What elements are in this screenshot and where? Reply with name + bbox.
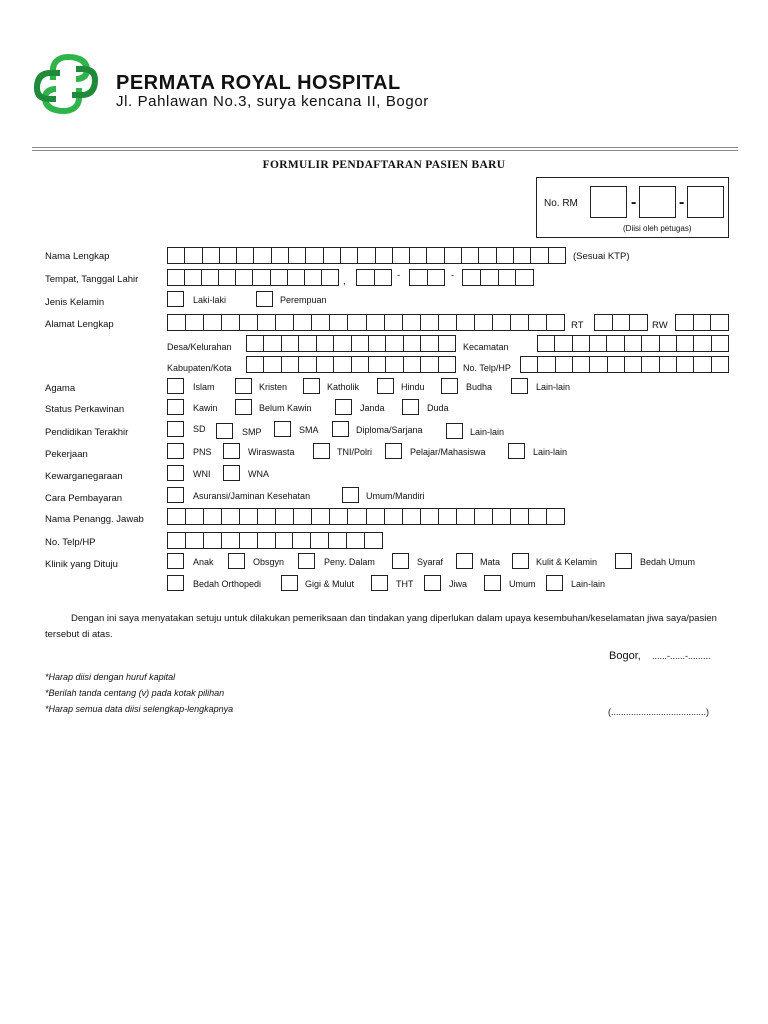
letter-cell[interactable] — [258, 315, 276, 330]
rm-input-3[interactable] — [687, 186, 724, 218]
tempat-lahir-input[interactable] — [167, 269, 339, 286]
penanggung-jawab-label: Nama Penangg. Jawab — [45, 514, 144, 525]
desa-label: Desa/Kelurahan — [167, 342, 232, 352]
letter-cell[interactable] — [317, 357, 334, 372]
letter-cell[interactable] — [479, 248, 496, 263]
option-gigi-mulut: Gigi & Mulut — [305, 579, 355, 589]
letter-cell[interactable] — [421, 315, 439, 330]
option-asuransi: Asuransi/Jaminan Kesehatan — [193, 491, 311, 501]
letter-cell[interactable] — [694, 336, 711, 351]
checkbox-belum-kawin[interactable] — [235, 399, 252, 415]
checkbox-anak[interactable] — [167, 553, 184, 569]
checkbox-smp[interactable] — [216, 423, 233, 439]
option-islam: Islam — [193, 382, 215, 392]
letter-cell[interactable] — [385, 509, 403, 524]
letter-cell[interactable] — [521, 357, 538, 372]
letter-cell[interactable] — [365, 533, 382, 548]
checkbox-mata[interactable] — [456, 553, 473, 569]
checkbox-jiwa[interactable] — [424, 575, 441, 591]
rw-input[interactable] — [675, 314, 729, 331]
letter-cell[interactable] — [222, 315, 240, 330]
letter-cell[interactable] — [276, 315, 294, 330]
option-sma: SMA — [299, 425, 319, 435]
letter-cell[interactable] — [289, 248, 306, 263]
option-belum-kawin: Belum Kawin — [259, 403, 312, 413]
checkbox-sma[interactable] — [274, 421, 291, 437]
letter-cell[interactable] — [531, 248, 548, 263]
letter-cell[interactable] — [573, 357, 590, 372]
checkbox-agama-lain[interactable] — [511, 378, 528, 394]
consent-statement: Dengan ini saya menyatakan setuju untuk dilakukan pemeriksaan dan tindakan yang diperlukan dalam upaya kesembuhan/keselamatan jiwa saya/pasien tersebut di atas. — [45, 613, 717, 640]
checkbox-kawin[interactable] — [167, 399, 184, 415]
checkbox-laki-laki[interactable] — [167, 291, 184, 307]
letter-cell[interactable] — [393, 248, 410, 263]
kewarganegaraan-label: Kewarganegaraan — [45, 471, 123, 482]
letter-cell[interactable] — [348, 509, 366, 524]
letter-cell[interactable] — [660, 357, 677, 372]
pembayaran-label: Cara Pembayaran — [45, 493, 123, 504]
letter-cell[interactable] — [421, 509, 439, 524]
checkbox-bedah-orthopedi[interactable] — [167, 575, 184, 591]
letter-cell[interactable] — [305, 270, 322, 285]
checkbox-duda[interactable] — [402, 399, 419, 415]
letter-cell[interactable] — [317, 336, 334, 351]
option-jiwa: Jiwa — [449, 579, 468, 589]
rm-label: No. RM — [544, 198, 578, 209]
checkbox-tni-polri[interactable] — [313, 443, 330, 459]
letter-cell[interactable] — [516, 270, 533, 285]
letter-cell[interactable] — [549, 248, 565, 263]
letter-cell[interactable] — [403, 315, 421, 330]
letter-cell[interactable] — [410, 248, 427, 263]
ttl-dash-2: - — [451, 270, 455, 281]
option-klinik-lain: Lain-lain — [571, 579, 606, 589]
rm-input-2[interactable] — [639, 186, 676, 218]
hospital-name: PERMATA ROYAL HOSPITAL — [116, 72, 401, 94]
alamat-label: Alamat Lengkap — [45, 319, 114, 330]
checkbox-pendidikan-lain[interactable] — [446, 423, 463, 439]
letter-cell[interactable] — [312, 315, 330, 330]
letter-cell[interactable] — [694, 357, 711, 372]
option-laki-laki: Laki-laki — [193, 295, 227, 305]
checkbox-peny-dalam[interactable] — [298, 553, 315, 569]
letter-cell[interactable] — [439, 315, 457, 330]
option-tht: THT — [396, 579, 414, 589]
rt-label: RT — [571, 320, 584, 331]
alamat-input[interactable] — [167, 314, 565, 331]
option-katholik: Katholik — [327, 382, 360, 392]
letter-cell[interactable] — [428, 270, 445, 285]
letter-cell[interactable] — [240, 533, 258, 548]
penanggung-jawab-input[interactable] — [167, 508, 565, 525]
option-obsgyn: Obsgyn — [253, 557, 285, 567]
option-duda: Duda — [427, 403, 449, 413]
letter-cell[interactable] — [457, 315, 475, 330]
letter-cell[interactable] — [247, 336, 264, 351]
rm-dash-1: - — [631, 194, 637, 211]
letter-cell[interactable] — [253, 270, 270, 285]
option-mata: Mata — [480, 557, 501, 567]
letter-cell[interactable] — [367, 315, 385, 330]
letter-cell[interactable] — [186, 315, 204, 330]
letter-cell[interactable] — [352, 357, 369, 372]
letter-cell[interactable] — [590, 336, 607, 351]
letter-cell[interactable] — [186, 533, 204, 548]
tgl-day-input[interactable] — [356, 269, 392, 286]
kecamatan-input[interactable] — [537, 335, 729, 352]
klinik-label: Klinik yang Dituju — [45, 559, 118, 570]
letter-cell[interactable] — [660, 336, 677, 351]
checkbox-kulit-kelamin[interactable] — [512, 553, 529, 569]
letter-cell[interactable] — [294, 315, 312, 330]
letter-cell[interactable] — [386, 357, 403, 372]
letter-cell[interactable] — [439, 509, 457, 524]
letter-cell[interactable] — [324, 248, 341, 263]
letter-cell[interactable] — [367, 509, 385, 524]
tgl-month-input[interactable] — [409, 269, 445, 286]
letter-cell[interactable] — [306, 248, 323, 263]
letter-cell[interactable] — [369, 336, 386, 351]
letter-cell[interactable] — [538, 336, 555, 351]
letter-cell[interactable] — [475, 509, 493, 524]
letter-cell[interactable] — [204, 533, 222, 548]
letter-cell[interactable] — [475, 315, 493, 330]
option-agama-lain: Lain-lain — [536, 382, 571, 392]
checkbox-diploma[interactable] — [332, 421, 349, 437]
option-umum: Umum — [509, 579, 536, 589]
letter-cell[interactable] — [630, 315, 647, 330]
letter-cell[interactable] — [311, 533, 329, 548]
letter-cell[interactable] — [312, 509, 330, 524]
kabupaten-input[interactable] — [246, 356, 456, 373]
letter-cell[interactable] — [220, 248, 237, 263]
note-kapital: *Harap diisi dengan huruf kapital — [45, 672, 176, 682]
option-tni-polri: TNI/Polri — [337, 447, 373, 457]
note-centang: *Berilah tanda centang (v) pada kotak pilihan — [45, 688, 225, 698]
checkbox-katholik[interactable] — [303, 378, 320, 394]
letter-cell[interactable] — [677, 336, 694, 351]
option-pns: PNS — [193, 447, 212, 457]
checkbox-umum[interactable] — [484, 575, 501, 591]
letter-cell[interactable] — [481, 270, 499, 285]
letter-cell[interactable] — [555, 336, 572, 351]
letter-cell[interactable] — [625, 357, 642, 372]
checkbox-obsgyn[interactable] — [228, 553, 245, 569]
letter-cell[interactable] — [293, 533, 311, 548]
header-divider-bottom — [32, 150, 738, 151]
letter-cell[interactable] — [376, 248, 393, 263]
option-budha: Budha — [466, 382, 493, 392]
letter-cell[interactable] — [282, 336, 299, 351]
checkbox-hindu[interactable] — [377, 378, 394, 394]
agama-label: Agama — [45, 383, 76, 394]
header-divider-top — [32, 147, 738, 148]
checkbox-syaraf[interactable] — [392, 553, 409, 569]
kabupaten-label: Kabupaten/Kota — [167, 363, 232, 373]
telp-inline-input[interactable] — [520, 356, 729, 373]
no-telp-input[interactable] — [167, 532, 383, 549]
checkbox-asuransi[interactable] — [167, 487, 184, 503]
checkbox-sd[interactable] — [167, 421, 184, 437]
checkbox-klinik-lain[interactable] — [546, 575, 563, 591]
letter-cell[interactable] — [358, 248, 375, 263]
letter-cell[interactable] — [404, 336, 421, 351]
letter-cell[interactable] — [625, 336, 642, 351]
option-kristen: Kristen — [259, 382, 288, 392]
letter-cell[interactable] — [556, 357, 573, 372]
letter-cell[interactable] — [219, 270, 236, 285]
letter-cell[interactable] — [386, 336, 403, 351]
letter-cell[interactable] — [203, 248, 220, 263]
letter-cell[interactable] — [272, 248, 289, 263]
status-perkawinan-label: Status Perkawinan — [45, 404, 125, 415]
letter-cell[interactable] — [547, 315, 564, 330]
option-sd: SD — [193, 424, 206, 434]
letter-cell[interactable] — [168, 533, 186, 548]
letter-cell[interactable] — [299, 357, 316, 372]
letter-cell[interactable] — [185, 270, 202, 285]
letter-cell[interactable] — [347, 533, 365, 548]
letter-cell[interactable] — [547, 509, 564, 524]
option-kulit-kelamin: Kulit & Kelamin — [536, 557, 598, 567]
letter-cell[interactable] — [348, 315, 366, 330]
letter-cell[interactable] — [264, 336, 281, 351]
checkbox-janda[interactable] — [335, 399, 352, 415]
letter-cell[interactable] — [538, 357, 555, 372]
checkbox-pelajar[interactable] — [385, 443, 402, 459]
letter-cell[interactable] — [403, 509, 421, 524]
checkbox-tht[interactable] — [371, 575, 388, 591]
no-telp-label: No. Telp/HP — [45, 537, 96, 548]
rm-input-1[interactable] — [590, 186, 627, 218]
jenis-kelamin-label: Jenis Kelamin — [45, 297, 105, 308]
option-kawin: Kawin — [193, 403, 218, 413]
ttl-dash-1: - — [397, 270, 401, 281]
letter-cell[interactable] — [322, 270, 338, 285]
letter-cell[interactable] — [202, 270, 219, 285]
letter-cell[interactable] — [607, 336, 624, 351]
option-hindu: Hindu — [401, 382, 425, 392]
letter-cell[interactable] — [334, 336, 351, 351]
option-pelajar: Pelajar/Mahasiswa — [410, 447, 486, 457]
letter-cell[interactable] — [711, 315, 728, 330]
letter-cell[interactable] — [427, 248, 444, 263]
checkbox-perempuan[interactable] — [256, 291, 273, 307]
checkbox-wiraswasta[interactable] — [223, 443, 240, 459]
option-wna: WNA — [248, 469, 269, 479]
letter-cell[interactable] — [595, 315, 613, 330]
letter-cell[interactable] — [375, 270, 392, 285]
ttl-comma: , — [343, 276, 346, 287]
letter-cell[interactable] — [497, 248, 514, 263]
letter-cell[interactable] — [334, 357, 351, 372]
letter-cell[interactable] — [258, 533, 276, 548]
checkbox-wna[interactable] — [223, 465, 240, 481]
checkbox-pekerjaan-lain[interactable] — [508, 443, 525, 459]
option-wiraswasta: Wiraswasta — [248, 447, 295, 457]
letter-cell[interactable] — [282, 357, 299, 372]
checkbox-pns[interactable] — [167, 443, 184, 459]
kecamatan-label: Kecamatan — [463, 342, 509, 352]
letter-cell[interactable] — [712, 357, 728, 372]
letter-cell[interactable] — [439, 357, 455, 372]
letter-cell[interactable] — [385, 315, 403, 330]
letter-cell[interactable] — [463, 270, 481, 285]
letter-cell[interactable] — [712, 336, 728, 351]
option-janda: Janda — [360, 403, 385, 413]
letter-cell[interactable] — [271, 270, 288, 285]
signature-place-label: Bogor, — [609, 650, 641, 662]
letter-cell[interactable] — [329, 533, 347, 548]
letter-cell[interactable] — [642, 357, 659, 372]
tgl-year-input[interactable] — [462, 269, 534, 286]
letter-cell[interactable] — [240, 315, 258, 330]
option-pekerjaan-lain: Lain-lain — [533, 447, 568, 457]
letter-cell[interactable] — [236, 270, 253, 285]
desa-input[interactable] — [246, 335, 456, 352]
sesuai-ktp-label: (Sesuai KTP) — [573, 251, 630, 262]
letter-cell[interactable] — [264, 357, 281, 372]
letter-cell[interactable] — [168, 315, 186, 330]
letter-cell[interactable] — [642, 336, 659, 351]
letter-cell[interactable] — [299, 336, 316, 351]
letter-cell[interactable] — [276, 533, 294, 548]
letter-cell[interactable] — [410, 270, 428, 285]
letter-cell[interactable] — [613, 315, 631, 330]
letter-cell[interactable] — [294, 509, 312, 524]
letter-cell[interactable] — [276, 509, 294, 524]
rm-dash-2: - — [679, 194, 685, 211]
letter-cell[interactable] — [677, 357, 694, 372]
letter-cell[interactable] — [514, 248, 531, 263]
letter-cell[interactable] — [185, 248, 202, 263]
letter-cell[interactable] — [529, 315, 547, 330]
letter-cell[interactable] — [493, 315, 511, 330]
signature-date-placeholder: ......-......-......... — [652, 651, 711, 661]
checkbox-islam[interactable] — [167, 378, 184, 394]
option-peny-dalam: Peny. Dalam — [324, 557, 375, 567]
rw-label: RW — [652, 320, 668, 331]
letter-cell[interactable] — [369, 357, 386, 372]
letter-cell[interactable] — [186, 509, 204, 524]
hospital-logo-icon — [30, 50, 102, 118]
checkbox-bedah-umum[interactable] — [615, 553, 632, 569]
rt-input[interactable] — [594, 314, 648, 331]
letter-cell[interactable] — [421, 357, 438, 372]
letter-cell[interactable] — [529, 509, 547, 524]
letter-cell[interactable] — [590, 357, 607, 372]
hospital-address: Jl. Pahlawan No.3, surya kencana II, Bogor — [116, 93, 429, 110]
letter-cell[interactable] — [222, 509, 240, 524]
option-bedah-umum: Bedah Umum — [640, 557, 696, 567]
letter-cell[interactable] — [445, 248, 462, 263]
letter-cell[interactable] — [247, 357, 264, 372]
letter-cell[interactable] — [457, 509, 475, 524]
rm-note: (Diisi oleh petugas) — [623, 224, 692, 233]
letter-cell[interactable] — [330, 509, 348, 524]
option-anak: Anak — [193, 557, 214, 567]
note-lengkap: *Harap semua data diisi selengkap-lengkapnya — [45, 704, 234, 714]
letter-cell[interactable] — [352, 336, 369, 351]
letter-cell[interactable] — [204, 315, 222, 330]
option-perempuan: Perempuan — [280, 295, 327, 305]
letter-cell[interactable] — [240, 509, 258, 524]
letter-cell[interactable] — [694, 315, 712, 330]
option-smp: SMP — [242, 427, 262, 437]
letter-cell[interactable] — [421, 336, 438, 351]
form-title: FORMULIR PENDAFTARAN PASIEN BARU — [262, 159, 506, 171]
letter-cell[interactable] — [499, 270, 517, 285]
letter-cell[interactable] — [341, 248, 358, 263]
letter-cell[interactable] — [222, 533, 240, 548]
pendidikan-label: Pendidikan Terakhir — [45, 427, 129, 438]
letter-cell[interactable] — [204, 509, 222, 524]
letter-cell[interactable] — [357, 270, 375, 285]
option-wni: WNI — [193, 469, 211, 479]
letter-cell[interactable] — [330, 315, 348, 330]
letter-cell[interactable] — [462, 248, 479, 263]
signature-name-placeholder: (......................................) — [608, 707, 710, 717]
letter-cell[interactable] — [439, 336, 455, 351]
letter-cell[interactable] — [168, 509, 186, 524]
option-pendidikan-lain: Lain-lain — [470, 427, 505, 437]
letter-cell[interactable] — [258, 509, 276, 524]
checkbox-budha[interactable] — [441, 378, 458, 394]
letter-cell[interactable] — [168, 248, 185, 263]
letter-cell[interactable] — [511, 509, 529, 524]
option-diploma: Diploma/Sarjana — [356, 425, 423, 435]
letter-cell[interactable] — [404, 357, 421, 372]
letter-cell[interactable] — [254, 248, 271, 263]
option-umum-mandiri: Umum/Mandiri — [366, 491, 425, 501]
letter-cell[interactable] — [573, 336, 590, 351]
checkbox-kristen[interactable] — [235, 378, 252, 394]
letter-cell[interactable] — [168, 270, 185, 285]
letter-cell[interactable] — [237, 248, 254, 263]
letter-cell[interactable] — [608, 357, 625, 372]
option-bedah-orthopedi: Bedah Orthopedi — [193, 579, 262, 589]
pekerjaan-label: Pekerjaan — [45, 449, 88, 460]
nama-lengkap-input[interactable] — [167, 247, 566, 264]
checkbox-wni[interactable] — [167, 465, 184, 481]
ttl-label: Tempat, Tanggal Lahir — [45, 274, 139, 285]
nama-lengkap-label: Nama Lengkap — [45, 251, 110, 262]
option-syaraf: Syaraf — [417, 557, 444, 567]
letter-cell[interactable] — [493, 509, 511, 524]
checkbox-gigi-mulut[interactable] — [281, 575, 298, 591]
letter-cell[interactable] — [511, 315, 529, 330]
telp-inline-label: No. Telp/HP — [463, 363, 511, 373]
letter-cell[interactable] — [288, 270, 305, 285]
checkbox-umum-mandiri[interactable] — [342, 487, 359, 503]
letter-cell[interactable] — [676, 315, 694, 330]
